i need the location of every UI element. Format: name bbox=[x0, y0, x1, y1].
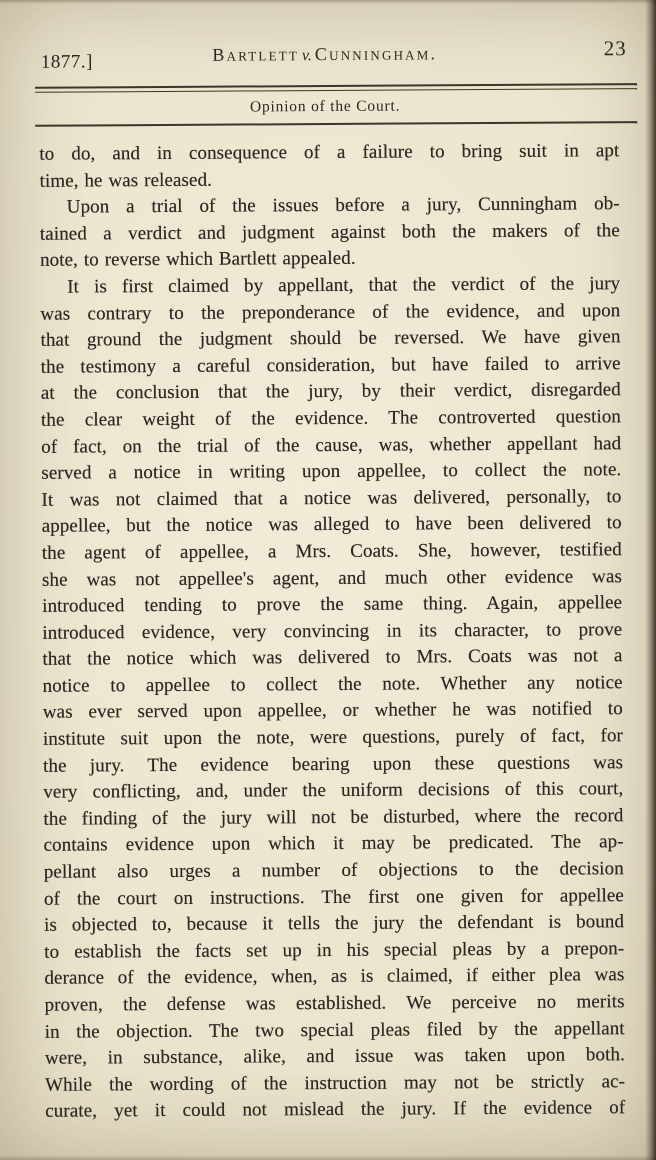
header-date: 1877.] bbox=[40, 51, 93, 73]
page-number: 23 bbox=[603, 36, 627, 61]
page-header bbox=[0, 36, 653, 73]
text-line: pellant also urges a number of objections to the decision bbox=[43, 858, 624, 883]
case-title-defendant: Cunningham. bbox=[314, 43, 438, 65]
text-line: institute suit upon the note, were questions, purely of fact, for bbox=[42, 725, 624, 750]
rule-thin bbox=[35, 88, 637, 93]
section-heading: Opinion of the Court. bbox=[249, 97, 401, 116]
text-line: time, he was released. bbox=[39, 169, 213, 192]
case-title bbox=[212, 43, 437, 64]
text-line: of fact, on the trial of the cause, was, whether appellant had bbox=[41, 432, 622, 458]
text-line: the jury. The evidence bearing upon these questions was bbox=[43, 751, 624, 777]
text-line: introduced evidence, very convincing in its character, to prove bbox=[42, 618, 623, 644]
text-line: introduced tending to prove the same thing. Again, appellee bbox=[42, 592, 623, 617]
text-line: It was not claimed that a notice was delivered, personally, to bbox=[41, 485, 622, 511]
text-line: of the court on instructions. The first one given for appellee bbox=[43, 884, 624, 910]
text-line: was contrary to the preponderance of the evidence, and upon bbox=[40, 299, 621, 325]
text-line: tained a verdict and judgment against both the makers of the bbox=[39, 219, 620, 245]
text-line: at the conclusion that the jury, by their verdict, disregarded bbox=[40, 379, 621, 405]
text-line: that ground the judgment should be reversed. We have given bbox=[40, 326, 621, 351]
single-rule bbox=[35, 121, 637, 127]
text-line: the clear weight of the evidence. The controverted question bbox=[40, 406, 622, 431]
text-line: served a notice in writing upon appellee, to collect the note. bbox=[41, 459, 622, 484]
case-title-plaintiff: Bartlett bbox=[212, 44, 300, 65]
case-title-versus: v. bbox=[301, 47, 312, 65]
text-line: note, to reverse which Bartlett appealed. bbox=[39, 248, 356, 272]
text-line: she was not appellee's agent, and much other evidence was bbox=[41, 565, 623, 591]
text-line: curate, yet it could not mislead the jury. If the evidence of bbox=[45, 1097, 626, 1123]
text-line: appellee, but the notice was alleged to have been delivered to bbox=[41, 512, 622, 538]
text-line: that the notice which was delivered to Mrs. Coats was not a bbox=[42, 645, 623, 671]
text-line: were, in substance, alike, and issue was taken upon both. bbox=[44, 1044, 625, 1069]
text-line: to establish the facts set up in his special pleas by a prepon- bbox=[44, 938, 625, 963]
text-line: in the objection. The two special pleas filed by the appellant bbox=[44, 1017, 625, 1043]
double-rule bbox=[35, 83, 637, 93]
text-line: While the wording of the instruction may not be strictly ac- bbox=[45, 1070, 626, 1096]
text-line: contains evidence upon which it may be predicated. The ap- bbox=[43, 831, 624, 857]
text-line: the finding of the jury will not be disturbed, where the record bbox=[43, 805, 624, 830]
text-line: derance of the evidence, when, as is claimed, if either plea was bbox=[44, 964, 625, 990]
text-line: notice to appellee to collect the note. Whether any notice bbox=[42, 672, 623, 697]
page-body bbox=[39, 138, 625, 1125]
text-line: very conflicting, and, under the uniform decisions of this court, bbox=[43, 778, 624, 803]
text-line: the testimony a careful consideration, but have failed to arrive bbox=[40, 352, 621, 378]
text-line: was ever served upon appellee, or whether he was notified to bbox=[42, 698, 623, 724]
text-line: the agent of appellee, a Mrs. Coats. She, however, testified bbox=[41, 539, 622, 564]
text-line: to do, and in consequence of a failure to bring suit in apt bbox=[39, 140, 620, 165]
scan-edge-top-shadow bbox=[0, 0, 656, 4]
text-line: It is first claimed by appellant, that the verdict of the jury bbox=[67, 273, 621, 298]
text-line: Upon a trial of the issues before a jury, Cunningham ob- bbox=[66, 193, 620, 218]
text-line: proven, the defense was established. We perceive no merits bbox=[44, 991, 625, 1016]
scan-edge-shadow bbox=[645, 0, 656, 1160]
text-line: is objected to, because it tells the jury the defendant is bound bbox=[44, 911, 625, 936]
scan-edge-bottom-shadow bbox=[0, 1155, 656, 1160]
